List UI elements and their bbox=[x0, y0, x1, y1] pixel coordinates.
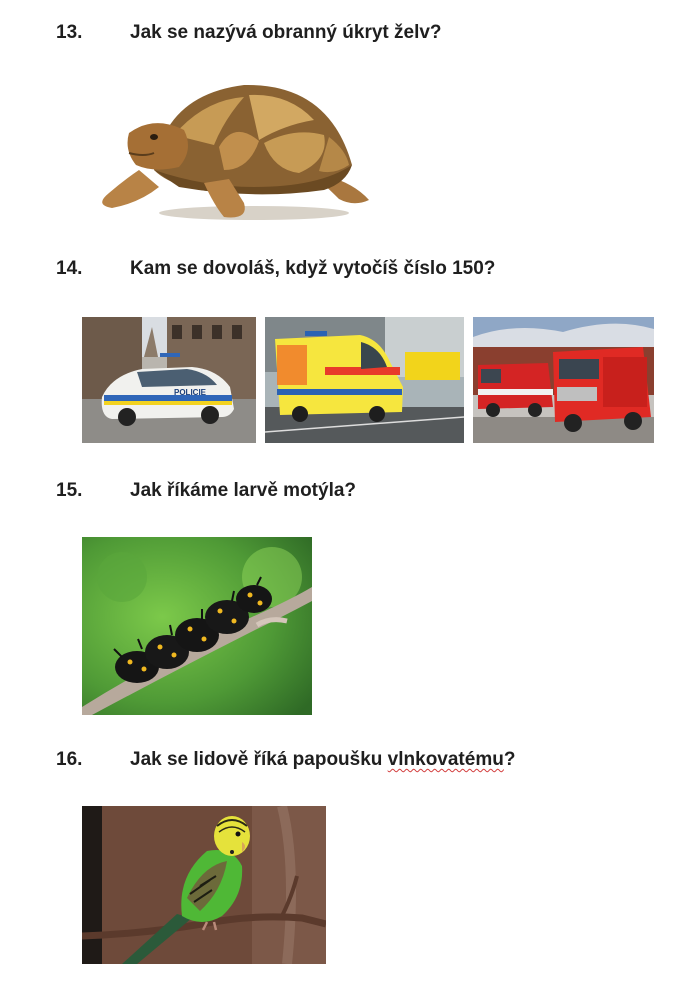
question-14 bbox=[0, 258, 700, 288]
fire-trucks-photo bbox=[473, 317, 654, 443]
question-15 bbox=[0, 480, 700, 510]
police-label: POLICIE bbox=[174, 388, 207, 397]
caterpillar-photo bbox=[82, 537, 312, 715]
budgerigar-photo bbox=[82, 806, 326, 964]
question-text: Jak se nazývá obranný úkryt želv? bbox=[130, 22, 442, 43]
question-number: 13. bbox=[56, 22, 83, 43]
question-text: Jak říkáme larvě motýla? bbox=[130, 480, 357, 501]
question-text-part: Jak se lidově říká papoušku bbox=[130, 749, 388, 770]
question-text bbox=[130, 749, 515, 771]
question-13 bbox=[0, 22, 700, 52]
question-number: 14. bbox=[56, 258, 83, 279]
question-text: Kam se dovoláš, když vytočíš číslo 150? bbox=[130, 258, 496, 279]
ambulance-photo bbox=[265, 317, 464, 443]
tortoise-photo bbox=[84, 75, 374, 225]
question-number: 16. bbox=[56, 749, 83, 770]
question-text-part: ? bbox=[503, 749, 516, 770]
question-16 bbox=[0, 749, 700, 779]
spellcheck-flagged-word: vlnkovatému bbox=[387, 749, 504, 770]
question-number: 15. bbox=[56, 480, 83, 501]
police-car-photo bbox=[82, 317, 256, 443]
